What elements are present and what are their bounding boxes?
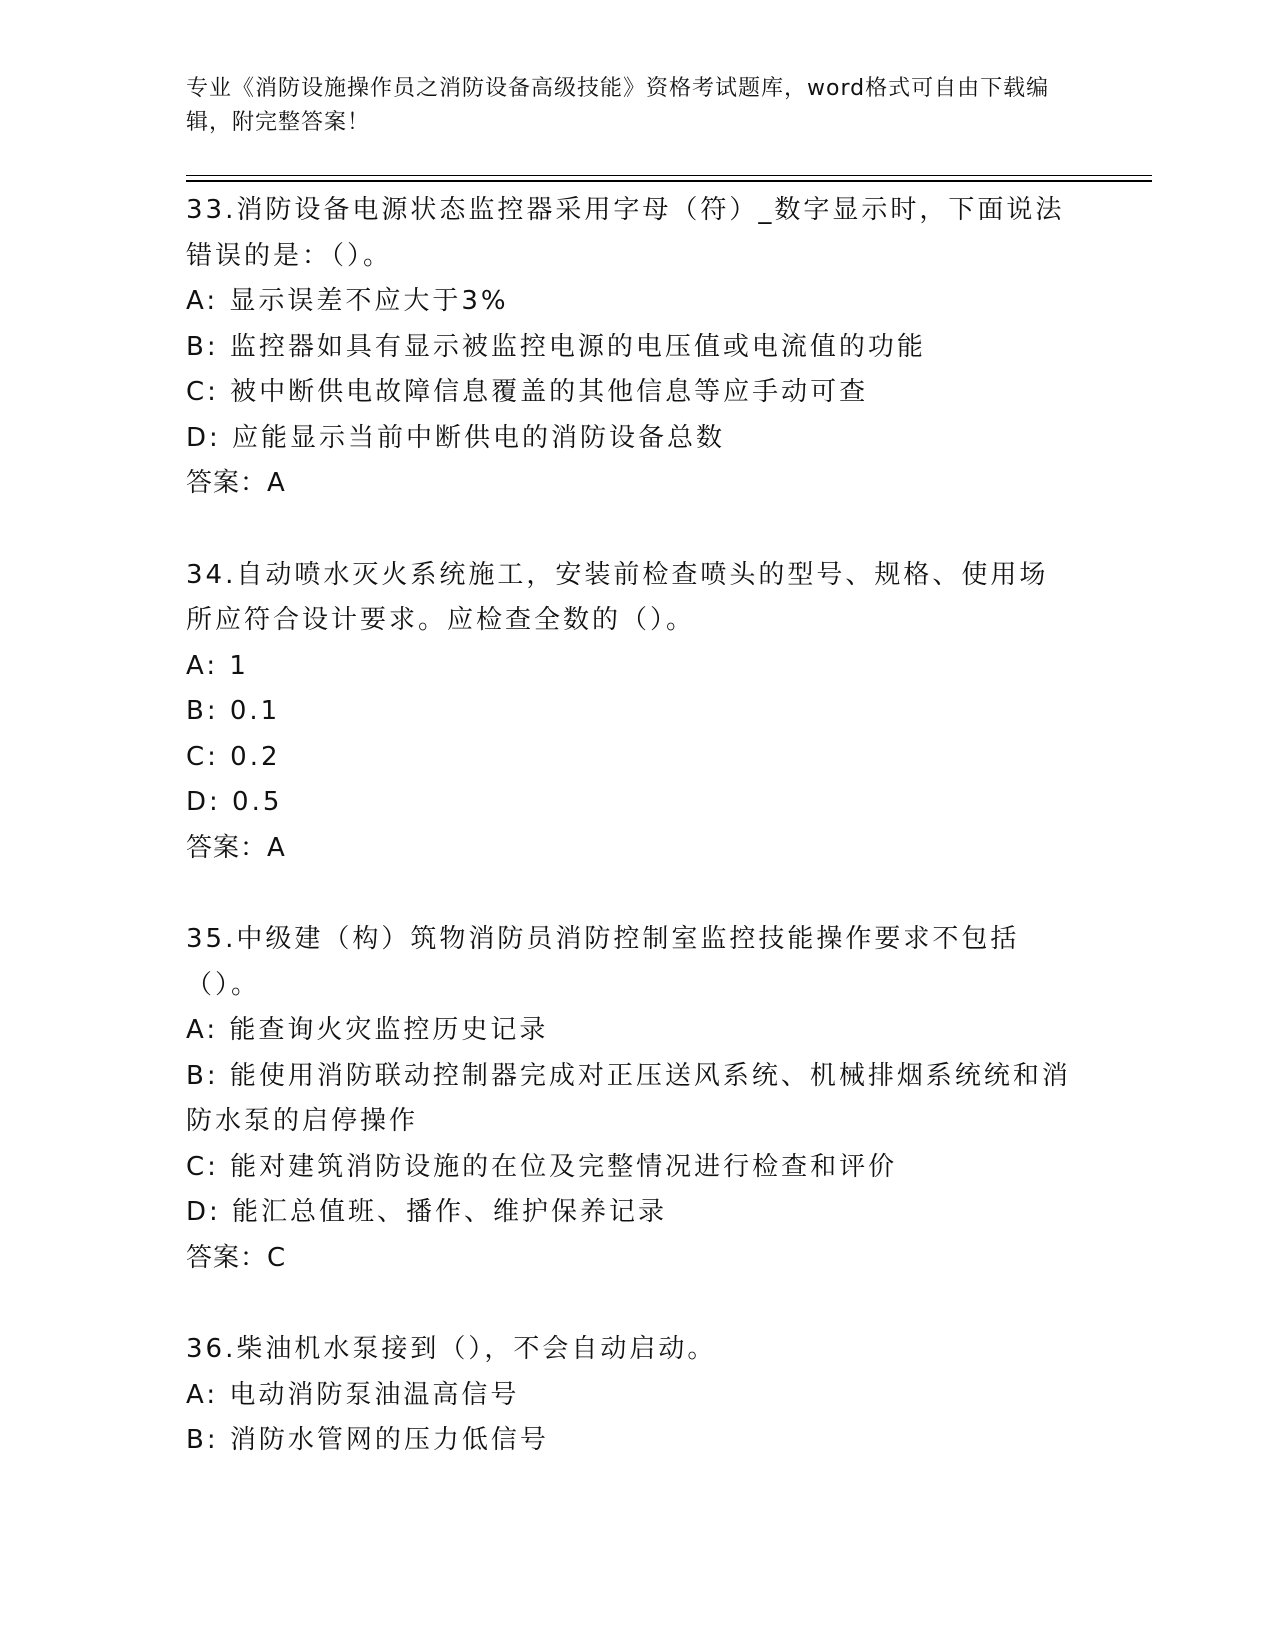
answer-line xyxy=(186,1236,1076,1282)
option-b: B: 监控器如具有显示被监控电源的电压值或电流值的功能 xyxy=(186,331,926,362)
option-b: B: 能使用消防联动控制器完成对正压送风系统、机械排烟系统统和消防水泵的启停操作 xyxy=(186,1060,1071,1136)
question-35 xyxy=(186,917,1076,1281)
header-rule-thick xyxy=(186,180,1152,182)
option-c: C: 被中断供电故障信息覆盖的其他信息等应手动可查 xyxy=(186,377,869,407)
answer-label: 答案： xyxy=(186,832,268,863)
option-b: B: 消防水管网的压力低信号 xyxy=(186,1425,549,1455)
option-a: A: 能查询火灾监控历史记录 xyxy=(186,1015,549,1045)
option-a: A: 1 xyxy=(186,650,249,681)
answer-line xyxy=(186,461,1076,507)
option-d: D: 应能显示当前中断供电的消防设备总数 xyxy=(186,422,726,453)
option-d: D: 0.5 xyxy=(186,787,283,817)
question-36 xyxy=(186,1327,1076,1464)
option-c: C: 能对建筑消防设施的在位及完整情况进行检查和评价 xyxy=(186,1151,898,1182)
question-stem: 34.自动喷水灭火系统施工，安装前检查喷头的型号、规格、使用场所应符合设计要求。应检查全数的（）。 xyxy=(186,559,1049,635)
option-b: B: 0.1 xyxy=(186,696,281,726)
question-stem: 35.中级建（构）筑物消防员消防控制室监控技能操作要求不包括（）。 xyxy=(186,924,1020,1000)
answer-line xyxy=(186,826,1076,872)
answer-label: 答案： xyxy=(186,1242,268,1273)
option-a: A: 电动消防泵油温高信号 xyxy=(186,1379,520,1410)
question-34 xyxy=(186,553,1076,872)
answer-label: 答案： xyxy=(186,468,268,498)
question-list xyxy=(186,188,1076,1464)
document-header: 专业《消防设施操作员之消防设备高级技能》资格考试题库，word格式可自由下载编辑，附完整答案！ xyxy=(186,76,1050,135)
question-stem: 36.柴油机水泵接到（），不会自动启动。 xyxy=(186,1334,717,1364)
header-rule-thin xyxy=(186,175,1152,176)
option-d: D: 能汇总值班、播作、维护保养记录 xyxy=(186,1197,668,1227)
answer-value: C xyxy=(267,1242,287,1273)
option-a: A: 显示误差不应大于3% xyxy=(186,286,509,316)
question-33 xyxy=(186,188,1076,507)
option-c: C: 0.2 xyxy=(186,741,281,772)
answer-value: A xyxy=(267,832,286,863)
question-stem: 33.消防设备电源状态监控器采用字母（符）_数字显示时，下面说法错误的是：（）。 xyxy=(186,195,1065,271)
answer-value: A xyxy=(267,468,286,498)
